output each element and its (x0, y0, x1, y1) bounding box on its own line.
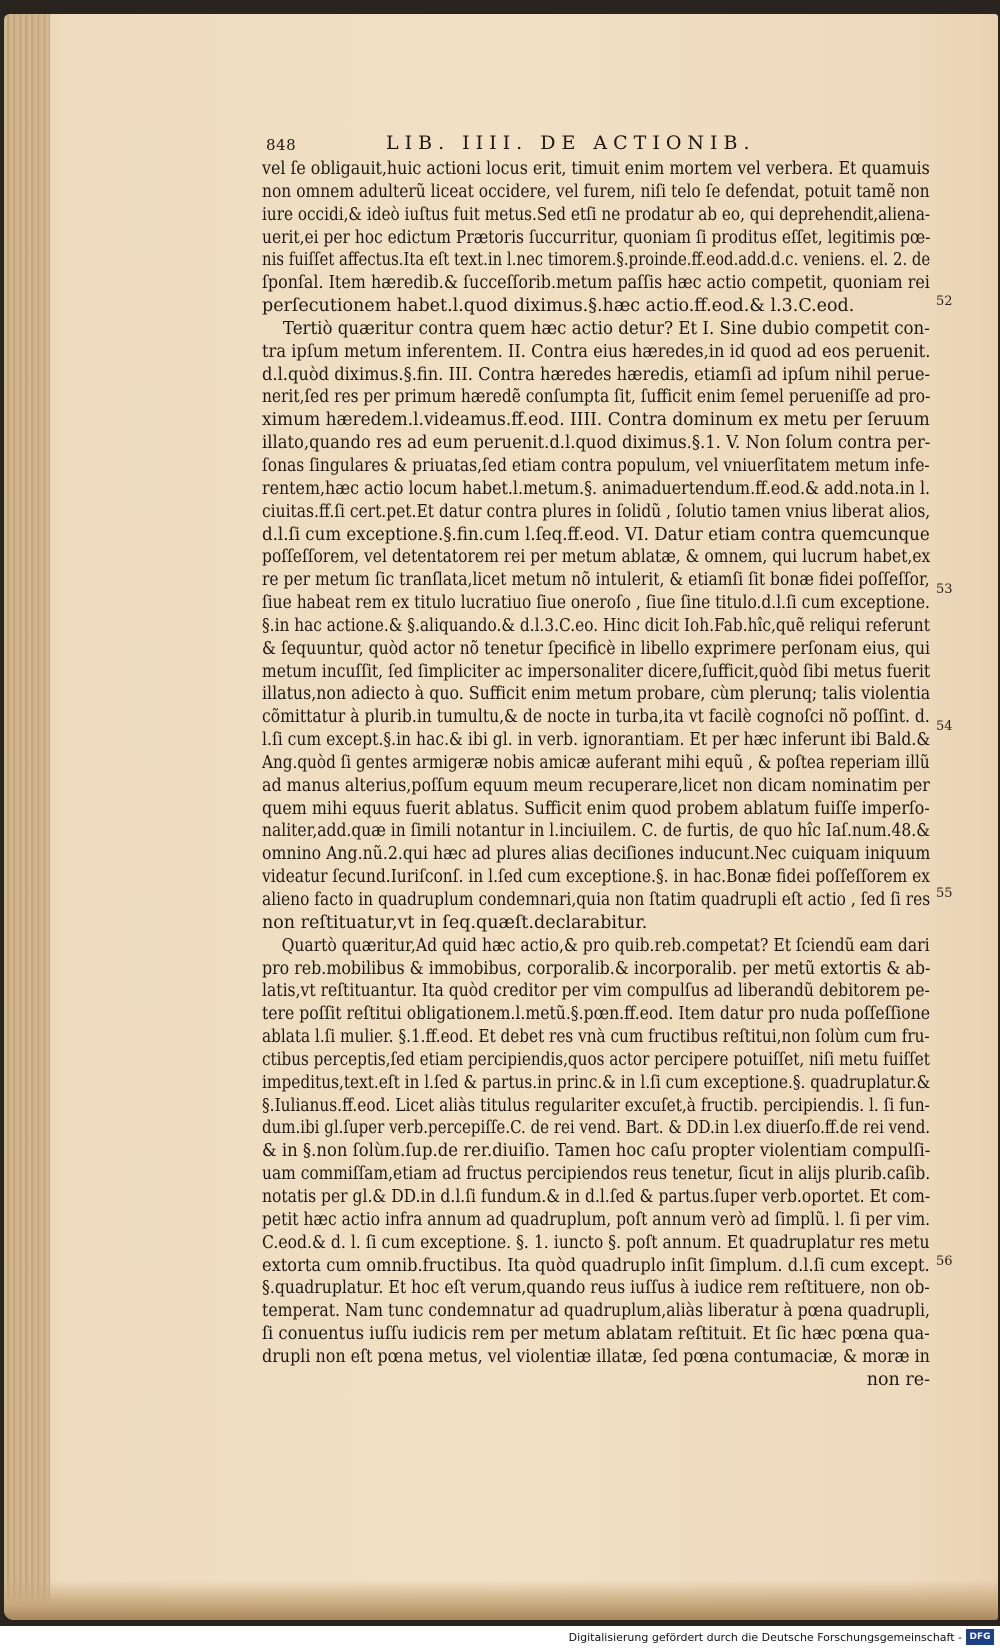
text-line: §.Iulianus.ff.eod. Licet aliàs titulus regulariter excuſet,à fructib. percipiendis. l. ſi fun- (262, 1095, 930, 1116)
margin-number: 54 (936, 719, 953, 734)
text-line: latis,vt reſtituantur. Ita quòd creditor per vim compulſus ad liberandũ debitorem pe- (262, 981, 930, 1002)
text-line: §.in hac actione.& §.aliquando.& d.l.3.C.eo. Hinc dicit Ioh.Fab.hîc,quẽ reliqui referunt (262, 615, 930, 636)
text-line: extorta cum omnib.fructibus. Ita quòd quadruplo inſit ſimplum. d.l.ſi cum except. (262, 1255, 930, 1276)
text-block (262, 132, 930, 1392)
text-line: perſecutionem habet.l.quod diximus.§.hæc actio.ff.eod.& l.3.C.eod. (262, 296, 855, 317)
text-line: tra ipſum metum inferentem. II. Contra eius hæredes,in id quod ad eos peruenit. (262, 341, 931, 362)
text-line: metum incuſſit, ſed ſimpliciter ac impersonaliter dicere,ſufficit,quòd ſibi metus fuerit (262, 661, 931, 682)
text-line: ablata l.ſi mulier. §.1.ff.eod. Et debet res vnà cum fructibus reſtitui,non ſolùm cum fru- (262, 1027, 930, 1048)
page-header (262, 132, 930, 158)
digitization-footer (0, 1626, 1000, 1650)
text-line: uam commiſſam,etiam ad fructus percipiendos reus tenetur, ſicut in alijs plurib.caſib. (262, 1164, 931, 1185)
text-line: petit hæc actio infra annum ad quadruplum, poſt annum verò ad ſimplũ. l. ſi per vim. (262, 1209, 931, 1230)
text-line: omnino Ang.nũ.2.qui hæc ad plures alias deciſiones inducunt.Nec cuiquam iniquum (262, 844, 931, 865)
text-line: non re- (866, 1369, 930, 1390)
text-line: C.eod.& d. l. ſi cum exceptione. §. 1. iuncto §. poſt annum. Et quadruplatur res metu (262, 1232, 930, 1253)
text-line: quem mihi equus fuerit ablatus. Sufficit enim quod probem ablatum fuiſſe imperſo- (262, 798, 930, 819)
book-page (4, 14, 998, 1620)
running-head: LIB. IIII. DE ACTIONIB. (386, 132, 756, 154)
text-line: temperat. Nam tunc condemnatur ad quadruplum,aliàs liberatur à pœna quadrupli, (262, 1301, 931, 1322)
text-line: l.ſi cum except.§.in hac.& ibi gl. in verb. ignorantiam. Et per hæc inferunt ibi Bald.& (262, 730, 931, 751)
text-line: ad manus alterius,poſſum equum meum recuperare,licet non dicam nominatim per (262, 775, 930, 796)
text-line: ciuitas.ff.ſi cert.pet.Et datur contra plures in ſolidũ , ſolutio tamen vnius liberat alios, (262, 501, 931, 522)
text-line: poſſeſſorem, vel detentatorem rei per metum ablatæ, & omnem, qui lucrum habet,ex (262, 547, 931, 568)
text-line: uerit,ei per hoc edictum Prætoris ſuccurritur, quoniam ſi proditus eſſet, legitimis pœ- (262, 227, 931, 248)
text-line: ſiue habeat rem ex titulo lucratiuo ſiue oneroſo , ſiue ſine titulo.d.l.ſi cum exceptione. (262, 593, 930, 614)
margin-number: 52 (936, 294, 953, 309)
text-line: d.l.quòd diximus.§.fin. III. Contra hæredes hæredis, etiamſi ad ipſum nihil perue- (262, 364, 931, 385)
text-line: Tertiò quæritur contra quem hæc actio detur? Et I. Sine dubio competit con- (282, 318, 930, 339)
margin-number: 53 (936, 582, 953, 597)
text-line: rentem,hæc actio locum habet.l.metum.§. animaduertendum.ff.eod.& add.nota.in l. (262, 478, 931, 499)
text-line: dum.ibi gl.ſuper verb.percepiſſe.C. de rei vend. Bart. & DD.in l.ex diuerſo.ff.de rei vend. (262, 1118, 931, 1139)
text-line: Ang.quòd ſi gentes armigeræ nobis amicæ auferant mihi equũ , & poſtea reperiam illũ (262, 752, 930, 773)
text-line: cõmittatur à plurib.in tumultu,& de nocte in turba,ita vt facilè cognoſci nõ poſſint. d. (262, 707, 930, 728)
page-bottom-edge (4, 1580, 998, 1620)
text-line: nis fuiſſet affectus.Ita eſt text.in l.nec timorem.§.proinde.ff.eod.add.d.c. veniens. el. 2. de (262, 250, 931, 271)
body-text (262, 158, 930, 1392)
text-line: videatur ſecund.Iuriſconſ. in l.ſed cum exceptione.§. in hac.Bonæ fidei poſſeſſorem ex (262, 867, 930, 888)
text-line: alieno facto in quadruplum condemnari,quia non ſtatim quadrupli eſt actio , ſed ſi res (262, 890, 931, 910)
text-line: ctibus perceptis,ſed etiam percipiendis,quos actor percipere potuiſſet, niſi metu fuiſſet (262, 1049, 930, 1070)
text-line: non omnem adulterũ liceat occidere, vel furem, niſi telo ſe defendat, potuit tamẽ non (262, 181, 930, 202)
margin-number: 55 (936, 886, 953, 901)
footer-credit: Digitalisierung gefördert durch die Deutsche Forschungsgemeinschaft - (568, 1631, 962, 1644)
text-line: d.l.ſi cum exceptione.§.fin.cum l.ſeq.ff.eod. VI. Datur etiam contra quemcunque (262, 524, 930, 545)
text-line: tere poſſit reſtitui obligationem.l.metũ.§.pœn.ff.eod. Item datur pro nuda poſſeſſione (262, 1004, 931, 1025)
dfg-logo: DFG (966, 1629, 994, 1645)
page-edge-stack (4, 14, 50, 1620)
margin-number: 56 (936, 1254, 953, 1269)
text-line: notatis per gl.& DD.in d.l.ſi fundum.& in d.l.ſed & partus.ſuper verb.oportet. Et com- (262, 1186, 931, 1207)
text-line: §.quadruplatur. Et hoc eſt verum,quando reus iuſſus à iudice rem reſtituere, non ob- (262, 1278, 930, 1299)
text-line: pro reb.mobilibus & immobibus, corporalib.& incorporalib. per metũ extortis & ab- (262, 958, 931, 979)
page-number: 848 (266, 136, 297, 154)
text-line: nerit,ſed res per primum hæredẽ conſumpta ſit, ſufficit enim ſemel perueniſſe ad pro- (262, 387, 931, 408)
text-line: ſonas ſingulares & priuatas,ſed etiam contra populum, vel vniuerſitatem metum infe- (262, 455, 930, 476)
text-line: drupli non eſt pœna metus, vel violentiæ illatæ, ſed pœna contumaciæ, & moræ in (262, 1346, 930, 1367)
text-line: ximum hæredem.l.videamus.ff.eod. IIII. Contra dominum ex metu per ſeruum (262, 410, 930, 431)
text-line: non reſtituatur,vt in ſeq.quæſt.declarabitur. (262, 912, 648, 933)
text-line: ſponſal. Item hæredib.& ſucceſſorib.metum paſſis hæc actio competit, quoniam rei (262, 273, 930, 294)
text-line: re per metum ſic tranſlata,licet metum nõ intulerit, & etiamſi ſit bonæ fidei poſſeſſor, (262, 570, 930, 591)
text-line: impeditus,text.eſt in l.ſed & partus.in princ.& in l.ſi cum exceptione.§. quadruplatur.& (262, 1072, 931, 1093)
text-line: Quartò quæritur,Ad quid hæc actio,& pro quib.reb.competat? Et ſciendũ eam dari (281, 935, 930, 956)
text-line: illato,quando res ad eum peruenit.d.l.quod diximus.§.1. V. Non ſolum contra per- (262, 433, 931, 454)
text-line: & ſequuntur, quòd actor nõ tenetur ſpecificè in libello exprimere perſonam eius, qui (262, 638, 931, 659)
text-line: illatus,non adiecto à quo. Sufficit enim metum probare, cùm plerunq; talis violentia (262, 684, 931, 705)
text-line: iure occidi,& ideò iuſtus fuit metus.Sed etſi ne prodatur ab eo, qui deprehendit,aliena- (262, 204, 931, 225)
text-line: vel ſe obligauit,huic actioni locus erit, timuit enim mortem vel verbera. Et quamuis (262, 159, 930, 179)
text-line: & in §.non ſolùm.ſup.de rer.diuiſio. Tamen hoc caſu propter violentiam compulſi- (262, 1141, 931, 1162)
text-line: ſi conuentus iuſſu iudicis rem per metum ablatam reſtituit. Et ſic hæc pœna qua- (262, 1324, 930, 1345)
text-line: naliter,add.quæ in ſimili notantur in l.inciuilem. C. de furtis, de quo hîc Iaſ.num.48.& (262, 821, 931, 842)
